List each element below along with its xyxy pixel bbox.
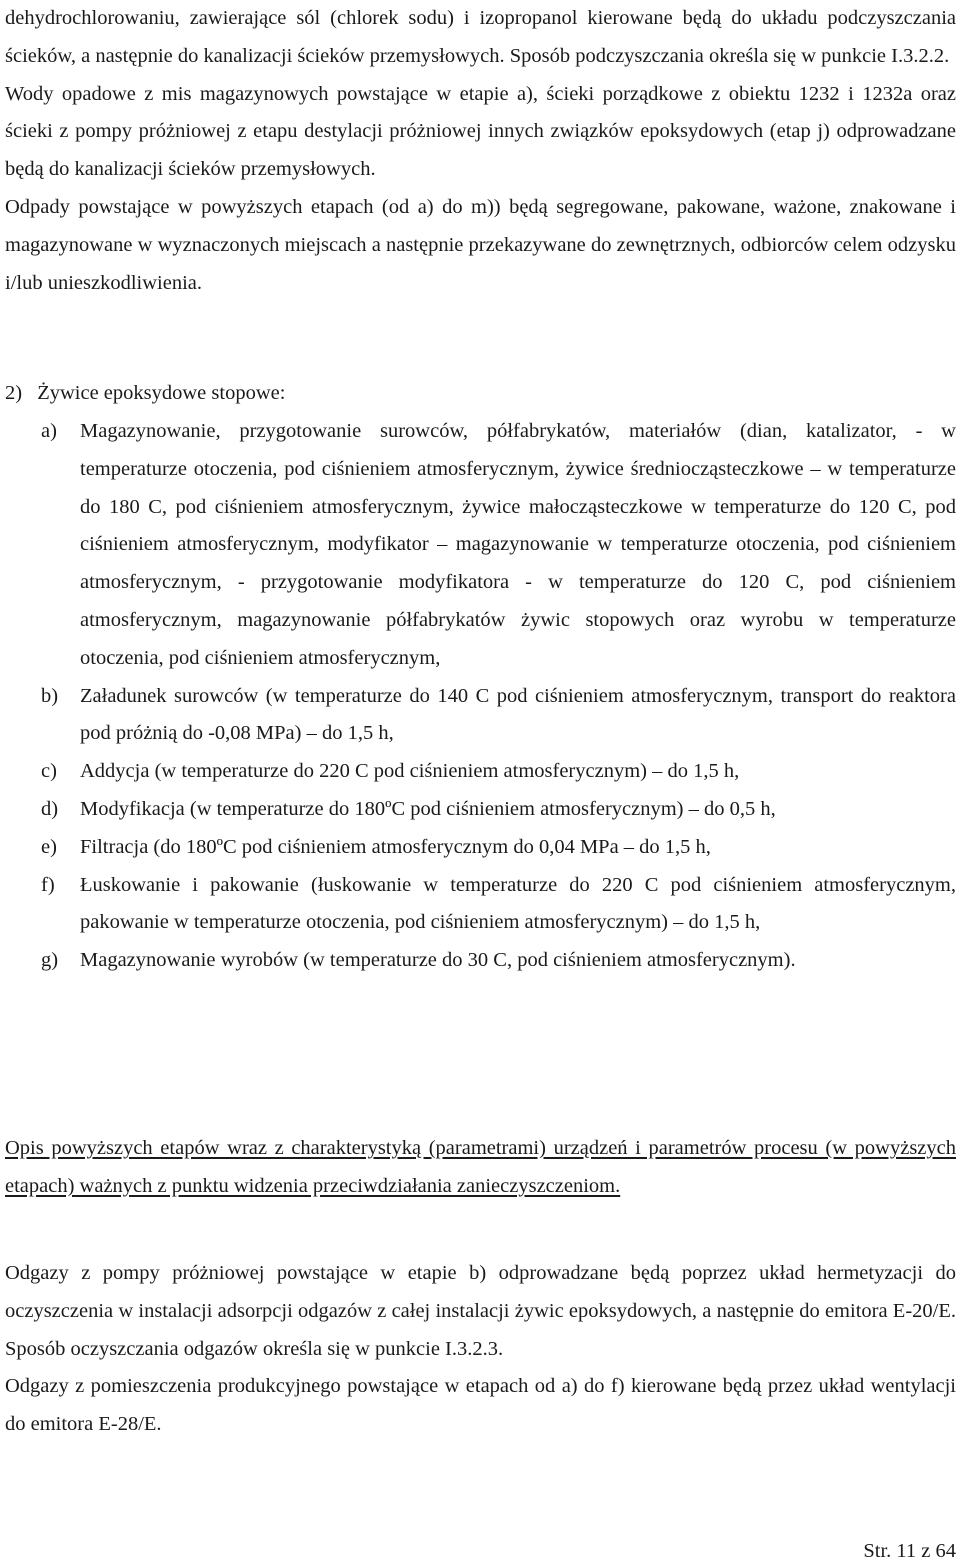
list-item-text: Łuskowanie i pakowanie (łuskowanie w temperaturze do 220 C pod ciśnieniem atmosferycznym, pakowanie w temperaturze otoczenia, pod ciśnieniem atmosferycznym) – do 1,5 h,	[80, 873, 956, 934]
list-marker: d)	[41, 797, 59, 820]
list-item-text: Modyfikacja (w temperaturze do 180ºC pod ciśnieniem atmosferycznym) – do 0,5 h,	[80, 797, 776, 820]
page-number: Str. 11 z 64	[863, 1540, 956, 1562]
list-item	[5, 829, 956, 867]
list-marker: g)	[41, 949, 59, 972]
intro-paragraph-3: Odpady powstające w powyższych etapach (od a) do m)) będą segregowane, pakowane, ważone, znakowane i magazynowane w wyznaczonych miejscach a następnie przekazywane do zewnętrznych, odbiorców celem odzysku i/lub unieszkodliwienia.	[5, 195, 956, 294]
list-marker: b)	[41, 684, 59, 707]
list-marker: c)	[41, 760, 57, 783]
intro-block	[5, 0, 956, 302]
list-item-text: Magazynowanie wyrobów (w temperaturze do 30 C, pod ciśnieniem atmosferycznym).	[80, 949, 796, 972]
list-item-text: Addycja (w temperaturze do 220 C pod ciśnieniem atmosferycznym) – do 1,5 h,	[80, 760, 740, 783]
list-marker: a)	[41, 420, 57, 442]
section-heading	[5, 375, 285, 413]
list-marker: f)	[41, 873, 55, 896]
list-item-text: Magazynowanie, przygotowanie surowców, półfabrykatów, materiałów (dian, katalizator, - w temperaturze otoczenia, pod ciśnieniem atmosferycznym, żywice średniocząsteczkowe – w temperaturze do 180 C, pod ciśnieniem atmosferycznym, żywice małocząsteczkowe w temperaturze do 120 C, pod ciśnieniem atmosferycznym, modyfikator – magazynowanie w temperaturze otoczenia, pod ciśnieniem atmosferycznym, - przygotowanie modyfikatora - w temperaturze do 120 C, pod ciśnieniem atmosferycznym, magazynowanie półfabrykatów żywic stopowych oraz wyrobu w temperaturze otoczenia, pod ciśnieniem atmosferycznym,	[80, 420, 956, 669]
list-item	[5, 678, 956, 754]
intro-paragraph-1: dehydrochlorowaniu, zawierające sól (chlorek sodu) i izopropanol kierowane będą do układu podczyszczania ścieków, a następnie do kanalizacji ścieków przemysłowych. Sposób podczyszczania określa się w punkcie I.3.2.2.	[5, 7, 956, 67]
intro-paragraph-2: Wody opadowe z mis magazynowych powstające w etapie a), ścieki porządkowe z obiektu 1232 i 1232a oraz ścieki z pompy próżniowej z etapu destylacji próżniowej innych związków epoksydowych (etap j) odprowadzane będą do kanalizacji ścieków przemysłowych.	[5, 82, 956, 181]
emissions-paragraph-1: Odgazy z pompy próżniowej powstające w etapie b) odprowadzane będą poprzez układ hermetyzacji do oczyszczenia w instalacji adsorpcji odgazów z całej instalacji żywic epoksydowych, a następnie do emitora E-20/E. Sposób oczyszczania odgazów określa się w punkcie I.3.2.3.	[5, 1262, 956, 1360]
description-heading: Opis powyższych etapów wraz z charakterystyką (parametrami) urządzeń i parametrów procesu (w powyższych etapach) ważnych z punktu widzenia przeciwdziałania zanieczyszczeniom.	[5, 1137, 956, 1197]
process-steps-list	[5, 413, 956, 980]
list-item	[5, 867, 956, 943]
list-marker: e)	[41, 835, 57, 858]
section-number: 2)	[5, 382, 23, 404]
description-heading-block	[5, 1130, 956, 1206]
list-item-text: Filtracja (do 180ºC pod ciśnieniem atmosferycznym do 0,04 MPa – do 1,5 h,	[80, 835, 711, 858]
list-item	[5, 791, 956, 829]
list-item	[5, 413, 956, 678]
section-title: Żywice epoksydowe stopowe:	[37, 382, 286, 404]
emissions-paragraph-2: Odgazy z pomieszczenia produkcyjnego powstające w etapach od a) do f) kierowane będą przez układ wentylacji do emitora E-28/E.	[5, 1375, 956, 1436]
emissions-block	[5, 1255, 956, 1444]
list-item	[5, 753, 956, 791]
list-item-text: Załadunek surowców (w temperaturze do 140 C pod ciśnieniem atmosferycznym, transport do reaktora pod próżnią do -0,08 MPa) – do 1,5 h,	[80, 684, 956, 745]
list-item	[5, 942, 956, 980]
